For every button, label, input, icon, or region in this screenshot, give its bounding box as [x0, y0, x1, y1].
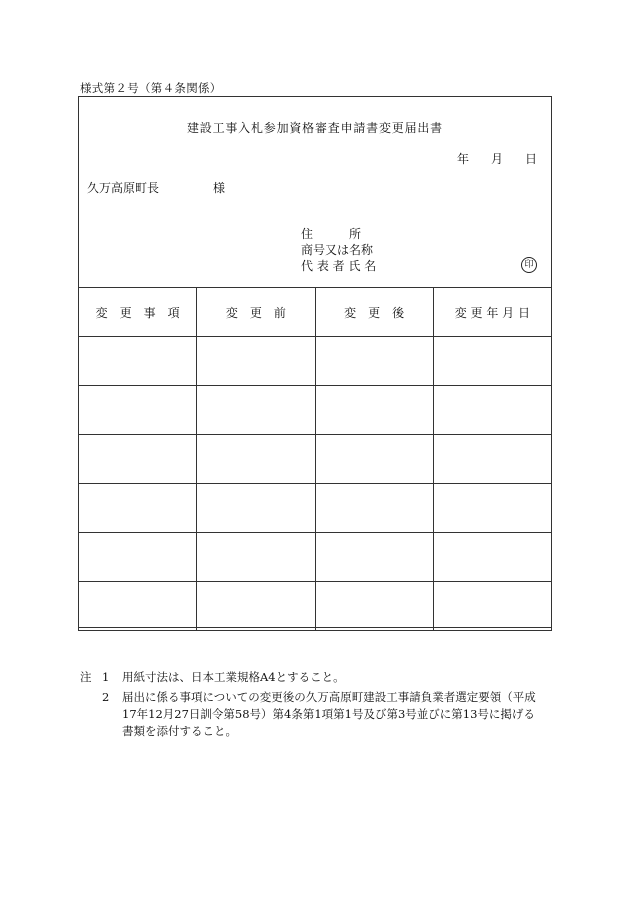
table-cell[interactable]	[79, 386, 197, 435]
table-cell[interactable]	[315, 386, 433, 435]
table-cell[interactable]	[433, 386, 551, 435]
table-cell[interactable]	[197, 582, 315, 631]
document-title: 建設工事入札参加資格審査申請書変更届出書	[186, 121, 443, 135]
table-row	[79, 484, 552, 533]
table-cell[interactable]	[315, 533, 433, 582]
table-cell[interactable]	[315, 337, 433, 386]
notes-section	[80, 669, 542, 740]
table-cell[interactable]	[79, 582, 197, 631]
addressee: 久万高原町長	[87, 181, 160, 195]
table-cell[interactable]	[79, 533, 197, 582]
seal-icon: 印	[521, 257, 537, 273]
table-cell[interactable]	[433, 484, 551, 533]
table-cell[interactable]	[315, 582, 433, 631]
table-cell[interactable]	[315, 435, 433, 484]
table-cell[interactable]	[197, 337, 315, 386]
table-row	[79, 582, 552, 631]
date-year-label: 年	[457, 152, 470, 166]
note-text: 用紙寸法は、日本工業規格A4とすること。	[122, 670, 345, 684]
header-change-item: 変 更 事 項	[79, 288, 197, 337]
note-text: 届出に係る事項についての変更後の久万高原町建設工事請負業者選定要領（平成17年12月27日訓令第58号）第4条第1項第1号及び第3号並びに第13号に掲げる書類を添付すること。	[122, 690, 536, 738]
table-cell[interactable]	[197, 435, 315, 484]
table-cell[interactable]	[433, 582, 551, 631]
table-row	[79, 337, 552, 386]
change-table	[78, 287, 552, 631]
header-after-change: 変 更 後	[315, 288, 433, 337]
form-frame	[78, 96, 552, 628]
table-cell[interactable]	[197, 484, 315, 533]
table-cell[interactable]	[197, 533, 315, 582]
company-name-label: 商号又は名称	[301, 243, 374, 257]
note-number: 2	[102, 690, 110, 704]
honorific: 様	[213, 181, 226, 195]
note-item	[80, 689, 542, 740]
table-cell[interactable]	[433, 435, 551, 484]
date-month-label: 月	[491, 152, 504, 166]
table-cell[interactable]	[315, 484, 433, 533]
date-day-label: 日	[525, 152, 538, 166]
table-header-row	[79, 288, 552, 337]
table-cell[interactable]	[197, 386, 315, 435]
table-row	[79, 386, 552, 435]
table-cell[interactable]	[79, 435, 197, 484]
note-number: 1	[102, 670, 110, 684]
form-number-label: 様式第２号（第４条関係）	[80, 81, 222, 95]
table-cell[interactable]	[433, 533, 551, 582]
table-row	[79, 435, 552, 484]
header-change-date: 変 更 年 月 日	[433, 288, 551, 337]
table-cell[interactable]	[433, 337, 551, 386]
note-item	[80, 669, 542, 686]
table-cell[interactable]	[79, 337, 197, 386]
table-row	[79, 533, 552, 582]
representative-label: 代 表 者 氏 名	[301, 259, 377, 273]
header-before-change: 変 更 前	[197, 288, 315, 337]
table-cell[interactable]	[79, 484, 197, 533]
notes-prefix: 注	[80, 670, 92, 684]
address-label: 住 所	[301, 227, 362, 241]
